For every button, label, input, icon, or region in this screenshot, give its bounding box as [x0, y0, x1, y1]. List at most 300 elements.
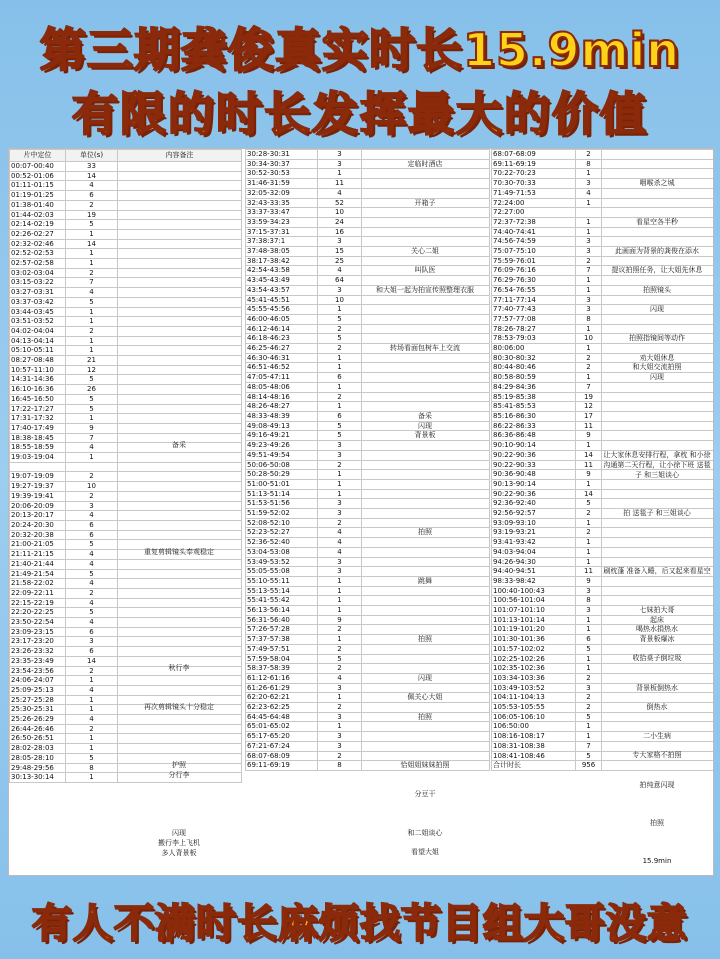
timecode-cell: 90:13-90:14: [492, 479, 576, 489]
table-row: [246, 479, 490, 489]
column-1: [9, 149, 241, 875]
timecode-cell: 32:05-32:09: [246, 188, 318, 198]
table-row: [10, 453, 242, 463]
note-cell: [362, 557, 490, 567]
timecode-cell: 02:32-02:46: [10, 239, 66, 249]
seconds-cell: 3: [576, 305, 602, 315]
content-note: 收拾桌子倒垃圾: [632, 654, 682, 663]
seconds-cell: 2: [318, 518, 362, 528]
note-cell: [362, 295, 490, 305]
seconds-cell: 6: [66, 627, 118, 637]
seconds-cell: 16: [318, 227, 362, 237]
seconds-cell: 6: [318, 373, 362, 383]
content-note: 背景板倒热水: [636, 683, 678, 692]
seconds-cell: 7: [576, 382, 602, 392]
seconds-cell: 2: [66, 666, 118, 676]
seconds-cell: 1: [576, 664, 602, 674]
note-cell: [118, 191, 242, 201]
note-cell: [118, 715, 242, 725]
seconds-cell: 2: [318, 703, 362, 713]
table-row: [10, 423, 242, 433]
timecode-cell: 93:19-93:21: [492, 528, 576, 538]
timecode-cell: 03:51-03:52: [10, 317, 66, 327]
timecode-cell: 75:07-75:10: [492, 247, 576, 257]
note-cell: [362, 392, 490, 402]
timecode-cell: 65:01-65:02: [246, 722, 318, 732]
timecode-cell: 84:29-84:36: [492, 382, 576, 392]
timecode-cell: 101:30-101:36: [492, 635, 576, 645]
seconds-cell: 1: [66, 336, 118, 346]
seconds-cell: 1: [318, 722, 362, 732]
note-cell: [602, 411, 714, 421]
content-note: 看星空各半秒: [636, 217, 678, 226]
seconds-cell: 2: [318, 644, 362, 654]
seconds-cell: 1: [66, 259, 118, 269]
timecode-cell: 30:52-30:53: [246, 169, 318, 179]
timecode-cell: 49:51-49:54: [246, 450, 318, 460]
seconds-cell: 19: [66, 210, 118, 220]
content-note: 拍纯意闪现: [639, 780, 675, 789]
table-row: [492, 528, 714, 538]
timecode-cell: [10, 462, 66, 472]
seconds-cell: 5: [318, 654, 362, 664]
timecode-cell: 31:46-31:59: [246, 179, 318, 189]
note-cell: [362, 489, 490, 499]
timecode-cell: 51:53-51:56: [246, 499, 318, 509]
content-note: 背景板: [414, 431, 436, 440]
note-cell: [118, 268, 242, 278]
timecode-cell: 17:31-17:32: [10, 414, 66, 424]
timecode-cell: 94:03-94:04: [492, 547, 576, 557]
seconds-cell: 4: [318, 547, 362, 557]
timecode-cell: 86:22-86:33: [492, 421, 576, 431]
seconds-cell: 5: [576, 644, 602, 654]
timecode-cell: 61:26-61:29: [246, 683, 318, 693]
timecode-cell: 70:30-70:33: [492, 179, 576, 189]
table-row: [246, 615, 490, 625]
table-row: [10, 511, 242, 521]
timecode-cell: 56:31-56:40: [246, 615, 318, 625]
note-cell: [602, 586, 714, 596]
note-cell: [602, 664, 714, 674]
timecode-cell: 72:27:00: [492, 208, 576, 218]
note-cell: [118, 559, 242, 569]
seconds-cell: 3: [318, 237, 362, 247]
seconds-cell: 1: [576, 198, 602, 208]
table-row: [10, 647, 242, 657]
column-header: 片中定位: [10, 150, 66, 162]
seconds-cell: 1: [66, 346, 118, 356]
note-cell: [118, 637, 242, 647]
table-row: [246, 538, 490, 548]
note-cell: [118, 423, 242, 433]
note-cell: [362, 654, 490, 664]
note-cell: [118, 346, 242, 356]
timecode-cell: 01:44-02:03: [10, 210, 66, 220]
seconds-cell: 5: [318, 421, 362, 431]
note-cell: [118, 627, 242, 637]
timecode-cell: 61:12-61:16: [246, 673, 318, 683]
timecode-cell: 80:44-80:46: [492, 363, 576, 373]
seconds-cell: 8: [66, 763, 118, 773]
content-note: 闪现: [650, 373, 664, 382]
table-row: [246, 499, 490, 509]
seconds-cell: 14: [66, 656, 118, 666]
note-cell: [118, 647, 242, 657]
table-row: [492, 392, 714, 402]
content-note: 起床: [650, 615, 664, 624]
timecode-cell: 100:56-101:04: [492, 596, 576, 606]
timecode-cell: 108:16-108:17: [492, 732, 576, 742]
seconds-cell: [576, 208, 602, 218]
note-cell: [602, 431, 714, 441]
table-row: [10, 734, 242, 744]
timecode-cell: 19:39-19:41: [10, 491, 66, 501]
table-row: [10, 181, 242, 191]
content-note: 重复剪辑镜头奉观稳定: [144, 548, 214, 556]
timecode-cell: 28:02-28:03: [10, 744, 66, 754]
timecode-cell: 48:26-48:27: [246, 402, 318, 412]
timing-spreadsheet: [8, 148, 714, 876]
timecode-cell: 03:37-03:42: [10, 297, 66, 307]
content-note: 定临时酒店: [407, 159, 443, 168]
table-row: [10, 220, 242, 230]
timecode-cell: 78:53-79:03: [492, 334, 576, 344]
timecode-cell: 90:36-90:48: [492, 470, 576, 480]
note-cell: [118, 229, 242, 239]
table-row: [492, 586, 714, 596]
table-row: [246, 509, 490, 519]
seconds-cell: 2: [318, 751, 362, 761]
seconds-cell: 4: [66, 559, 118, 569]
table-row: [492, 198, 714, 208]
content-note: 喝热水捐热水: [636, 625, 678, 634]
timecode-cell: 23:50-22:54: [10, 618, 66, 628]
seconds-cell: 5: [66, 394, 118, 404]
note-cell: [118, 171, 242, 181]
note-cell: [362, 586, 490, 596]
seconds-cell: 1: [318, 402, 362, 412]
timecode-cell: 25:26-26:29: [10, 715, 66, 725]
timecode-cell: 02:26-02:27: [10, 229, 66, 239]
seconds-cell: 12: [66, 365, 118, 375]
table-row: [246, 382, 490, 392]
note-cell: [118, 521, 242, 531]
timecode-cell: 19:07-19:09: [10, 472, 66, 482]
timecode-cell: 57:37-57:38: [246, 635, 318, 645]
table-row: [492, 479, 714, 489]
timecode-cell: 51:59-52:02: [246, 509, 318, 519]
timecode-cell: 21:00-21:05: [10, 540, 66, 550]
note-cell: [118, 579, 242, 589]
timecode-cell: 48:05-48:06: [246, 382, 318, 392]
content-note: 拍照: [418, 635, 432, 643]
table-row: [10, 501, 242, 511]
seconds-cell: 3: [318, 741, 362, 751]
timecode-cell: 64:45-64:48: [246, 712, 318, 722]
timecode-cell: 25:09-25:13: [10, 685, 66, 695]
content-note: 15.9min: [642, 857, 672, 866]
timecode-cell: 68:07-68:09: [246, 751, 318, 761]
seconds-cell: 3: [66, 501, 118, 511]
timecode-cell: 90:22-90:36: [492, 489, 576, 499]
content-note: 倒热水: [646, 702, 668, 711]
note-cell: [118, 724, 242, 734]
table-row: [246, 586, 490, 596]
seconds-cell: 1: [576, 722, 602, 732]
timecode-cell: 45:41-45:51: [246, 295, 318, 305]
note-cell: [602, 421, 714, 431]
seconds-cell: 4: [66, 715, 118, 725]
timecode-cell: 43:54-43:57: [246, 285, 318, 295]
seconds-cell: 1: [318, 606, 362, 616]
table-row: [246, 227, 490, 237]
seconds-cell: 1: [66, 734, 118, 744]
note-cell: [118, 744, 242, 754]
table-row: [10, 627, 242, 637]
seconds-cell: 5: [318, 314, 362, 324]
seconds-cell: 2: [576, 150, 602, 160]
seconds-cell: 1: [576, 276, 602, 286]
seconds-cell: 1: [318, 305, 362, 315]
seconds-cell: 6: [318, 411, 362, 421]
seconds-cell: 1: [576, 625, 602, 635]
seconds-cell: 4: [66, 598, 118, 608]
content-note: 专大家格不拍照: [632, 751, 682, 760]
timecode-cell: 93:41-93:42: [492, 538, 576, 548]
note-cell: [118, 394, 242, 404]
timecode-cell: 42:54-43:58: [246, 266, 318, 276]
seconds-cell: 2: [66, 200, 118, 210]
seconds-cell: 9: [318, 615, 362, 625]
table-row: [10, 569, 242, 579]
note-cell: [362, 208, 490, 218]
table-row: [10, 375, 242, 385]
note-cell: [118, 181, 242, 191]
table-row: [10, 521, 242, 531]
timecode-cell: 21:40-21:44: [10, 559, 66, 569]
table-row: [10, 356, 242, 366]
seconds-cell: 3: [318, 159, 362, 169]
timecode-cell: 03:02-03:04: [10, 268, 66, 278]
timecode-cell: 04:13-04:14: [10, 336, 66, 346]
bottom-banner: 有人不满时长麻烦找节目组大哥没意: [32, 901, 688, 947]
table-row: [492, 431, 714, 441]
timecode-cell: 21:11-21:15: [10, 550, 66, 560]
table-row: [10, 336, 242, 346]
seconds-cell: 4: [318, 538, 362, 548]
note-cell: [118, 336, 242, 346]
timecode-cell: 69:11-69:19: [246, 761, 318, 771]
seconds-cell: 1: [318, 635, 362, 645]
table-row: [492, 382, 714, 392]
timecode-cell: 22:09-22:11: [10, 588, 66, 598]
seconds-cell: 4: [66, 181, 118, 191]
column-header: 内容备注: [118, 150, 242, 162]
timecode-cell: 69:11-69:19: [492, 159, 576, 169]
seconds-cell: 1: [576, 538, 602, 548]
table-row: [10, 715, 242, 725]
note-cell: [362, 450, 490, 460]
note-cell: [602, 489, 714, 499]
seconds-cell: 5: [318, 431, 362, 441]
table-row: [10, 394, 242, 404]
table-row: [492, 518, 714, 528]
note-cell: [362, 169, 490, 179]
timecode-cell: 65:17-65:20: [246, 732, 318, 742]
timecode-cell: 17:22-17:27: [10, 404, 66, 414]
seconds-cell: 2: [576, 703, 602, 713]
seconds-cell: 4: [66, 579, 118, 589]
table-row: [10, 346, 242, 356]
table-row: [246, 208, 490, 218]
seconds-cell: 14: [576, 450, 602, 460]
table-row: [10, 676, 242, 686]
note-cell: [118, 307, 242, 317]
timecode-cell: 105:53-105:55: [492, 703, 576, 713]
note-cell: [362, 314, 490, 324]
content-note: 拍 送毯子 和三姐谈心: [623, 508, 691, 517]
note-cell: [118, 608, 242, 618]
seconds-cell: 3: [576, 586, 602, 596]
timecode-cell: 57:26-57:28: [246, 625, 318, 635]
seconds-cell: 2: [576, 363, 602, 373]
seconds-cell: 3: [576, 683, 602, 693]
content-note: 拍照: [418, 528, 432, 537]
table-row: [246, 353, 490, 363]
timecode-cell: 37:48-38:05: [246, 247, 318, 257]
seconds-cell: 1: [66, 705, 118, 715]
table-row: [10, 744, 242, 754]
table-row: [246, 547, 490, 557]
seconds-cell: 2: [66, 491, 118, 501]
table-row: [10, 200, 242, 210]
table-row: [246, 557, 490, 567]
seconds-cell: 1: [66, 676, 118, 686]
content-note: 闪现: [172, 829, 186, 838]
note-cell: [602, 198, 714, 208]
note-cell: [118, 462, 242, 472]
timecode-cell: 77:57-77:08: [492, 314, 576, 324]
seconds-cell: 2: [66, 268, 118, 278]
note-cell: [118, 375, 242, 385]
table-row: [246, 741, 490, 751]
timecode-cell: 04:02-04:04: [10, 326, 66, 336]
note-cell: [602, 761, 714, 771]
timecode-cell: 77:40-77:43: [492, 305, 576, 315]
content-note: 看望大姐: [411, 848, 439, 857]
note-cell: [118, 501, 242, 511]
timecode-cell: 30:28-30:31: [246, 150, 318, 160]
table-row: [492, 150, 714, 160]
timecode-cell: 46:25-46:27: [246, 344, 318, 354]
seconds-cell: 4: [66, 288, 118, 298]
table-row: [246, 470, 490, 480]
timecode-cell: 80:58-80:59: [492, 373, 576, 383]
timecode-cell: 108:31-108:38: [492, 741, 576, 751]
seconds-cell: 1: [318, 693, 362, 703]
timecode-cell: 05:10-05:11: [10, 346, 66, 356]
seconds-cell: 4: [66, 685, 118, 695]
note-cell: [118, 259, 242, 269]
seconds-cell: 1: [66, 773, 118, 783]
seconds-cell: 6: [66, 191, 118, 201]
seconds-cell: 2: [318, 344, 362, 354]
table-row: [10, 297, 242, 307]
seconds-cell: 1: [318, 382, 362, 392]
note-cell: [118, 365, 242, 375]
note-cell: [362, 741, 490, 751]
table-row: [492, 538, 714, 548]
seconds-cell: 1: [66, 453, 118, 463]
note-cell: [602, 227, 714, 237]
note-cell: [362, 441, 490, 451]
note-cell: [362, 353, 490, 363]
seconds-cell: 8: [318, 761, 362, 771]
seconds-cell: 2: [66, 472, 118, 482]
timecode-cell: 52:08-52:10: [246, 518, 318, 528]
seconds-cell: 19: [576, 392, 602, 402]
seconds-cell: 5: [318, 334, 362, 344]
timecode-cell: 03:15-03:22: [10, 278, 66, 288]
content-note: 多人背景板: [161, 848, 197, 857]
content-note: 备采: [418, 411, 432, 420]
timecode-cell: 98:33-98:42: [492, 576, 576, 586]
table-row: [492, 489, 714, 499]
note-cell: [602, 712, 714, 722]
note-cell: [118, 491, 242, 501]
seconds-cell: 1: [576, 217, 602, 227]
seconds-cell: 25: [318, 256, 362, 266]
note-cell: [118, 239, 242, 249]
timecode-cell: 52:23-52:27: [246, 528, 318, 538]
timecode-cell: 21:49-21:54: [10, 569, 66, 579]
headline-top: 第三期龚俊真实时长15.9min: [40, 23, 680, 77]
seconds-cell: 4: [66, 443, 118, 453]
timecode-cell: 21:58-22:02: [10, 579, 66, 589]
table-row: [10, 598, 242, 608]
content-note: 分行李: [168, 771, 190, 780]
seconds-cell: 24: [318, 217, 362, 227]
timecode-cell: 71:49-71:53: [492, 188, 576, 198]
note-cell: [118, 326, 242, 336]
table-row: [10, 404, 242, 414]
content-note: 让大家休息安排行程，拿枕 和小徐沟通第二天行程，让小徐下班 送毯子 和三姐谈心: [603, 450, 711, 479]
table-row: [246, 441, 490, 451]
table-row: [10, 288, 242, 298]
seconds-cell: 6: [576, 635, 602, 645]
seconds-cell: 8: [576, 596, 602, 606]
timecode-cell: 77:11-77:14: [492, 295, 576, 305]
timecode-cell: 102:25-102:26: [492, 654, 576, 664]
table-row: [246, 460, 490, 470]
seconds-cell: 2: [576, 353, 602, 363]
table-row: [246, 654, 490, 664]
seconds-cell: 3: [318, 732, 362, 742]
timecode-cell: 22:15-22:19: [10, 598, 66, 608]
seconds-cell: 1: [66, 307, 118, 317]
table-row: [10, 579, 242, 589]
note-cell: [118, 414, 242, 424]
seconds-cell: 2: [576, 509, 602, 519]
seconds-cell: 26: [66, 385, 118, 395]
note-cell: [362, 547, 490, 557]
seconds-cell: 10: [318, 208, 362, 218]
timecode-cell: 94:26-94:30: [492, 557, 576, 567]
table-row: [246, 314, 490, 324]
timecode-cell: 75:59-76:01: [492, 256, 576, 266]
timecode-cell: 55:41-55:42: [246, 596, 318, 606]
